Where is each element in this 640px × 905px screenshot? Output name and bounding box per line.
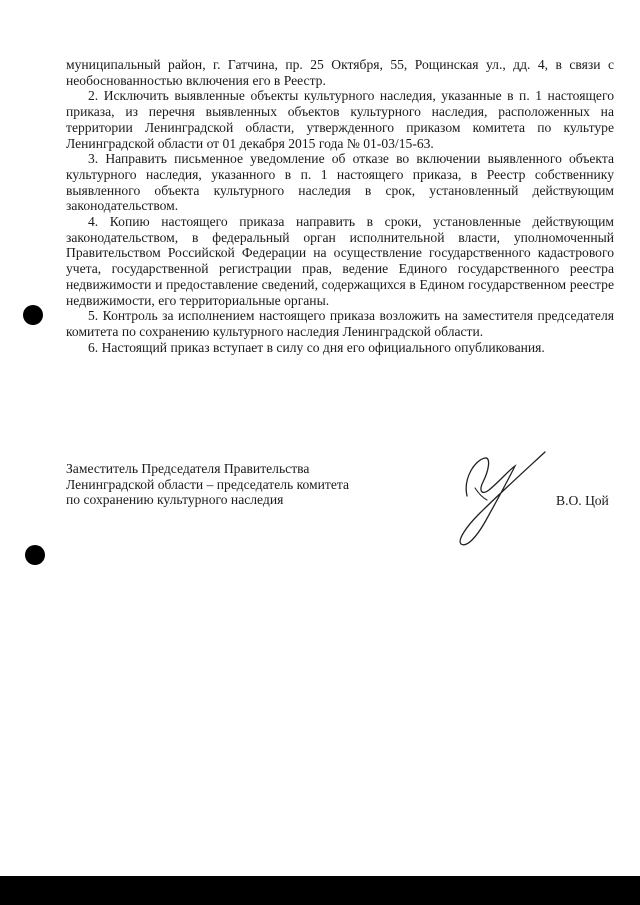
- punch-hole-top: [23, 305, 43, 325]
- signer-name: В.О. Цой: [556, 493, 609, 508]
- document-body: [66, 57, 614, 355]
- handwritten-signature: [445, 448, 555, 553]
- paragraph-3: 3. Направить письменное уведомление об отказе во включении выявленного объекта культурного наследия, указанного в п. 1 настоящего приказа, в Реестр собственнику выявленного объекта культурного наследия в срок, установленный действующим законодательством.: [66, 151, 614, 214]
- paragraph-6: 6. Настоящий приказ вступает в силу со дня его официального опубликования.: [88, 339, 545, 355]
- punch-hole-bottom: [25, 545, 45, 565]
- signatory-title-line: по сохранению культурного наследия: [66, 492, 284, 508]
- paragraph-4: 4. Копию настоящего приказа направить в сроки, установленные действующим законодательством, в федеральный орган исполнительной власти, уполномоченный Правительством Российской Федерации на осуществление государственного кадастрового учета, государственной регистрации прав, ведение Единого государственного реестра недвижимости и предоставление сведений, содержащихся в Едином государственном реестре недвижимости, его территориальные органы.: [66, 214, 614, 308]
- paragraph-5: 5. Контроль за исполнением настоящего приказа возложить на заместителя председателя комитета по сохранению культурного наследия Ленинградской области.: [66, 308, 614, 339]
- paragraph-2: 2. Исключить выявленные объекты культурного наследия, указанные в п. 1 настоящего приказа, из перечня выявленных объектов культурного наследия, расположенных на территории Ленинградской области, утвержденного приказом комитета по культуре Ленинградской области от 01 декабря 2015 года № 01-03/15-63.: [66, 88, 614, 151]
- paragraph-continuation: муниципальный район, г. Гатчина, пр. 25 Октября, 55, Рощинская ул., дд. 4, в связи с необоснованностью включения его в Реестр.: [66, 57, 614, 88]
- signatory-title-line: Ленинградской области – председатель комитета: [66, 476, 350, 492]
- signatory-title-line: Заместитель Председателя Правительства: [66, 461, 310, 476]
- signatory-title: [66, 461, 426, 508]
- scan-edge-band: [0, 876, 640, 905]
